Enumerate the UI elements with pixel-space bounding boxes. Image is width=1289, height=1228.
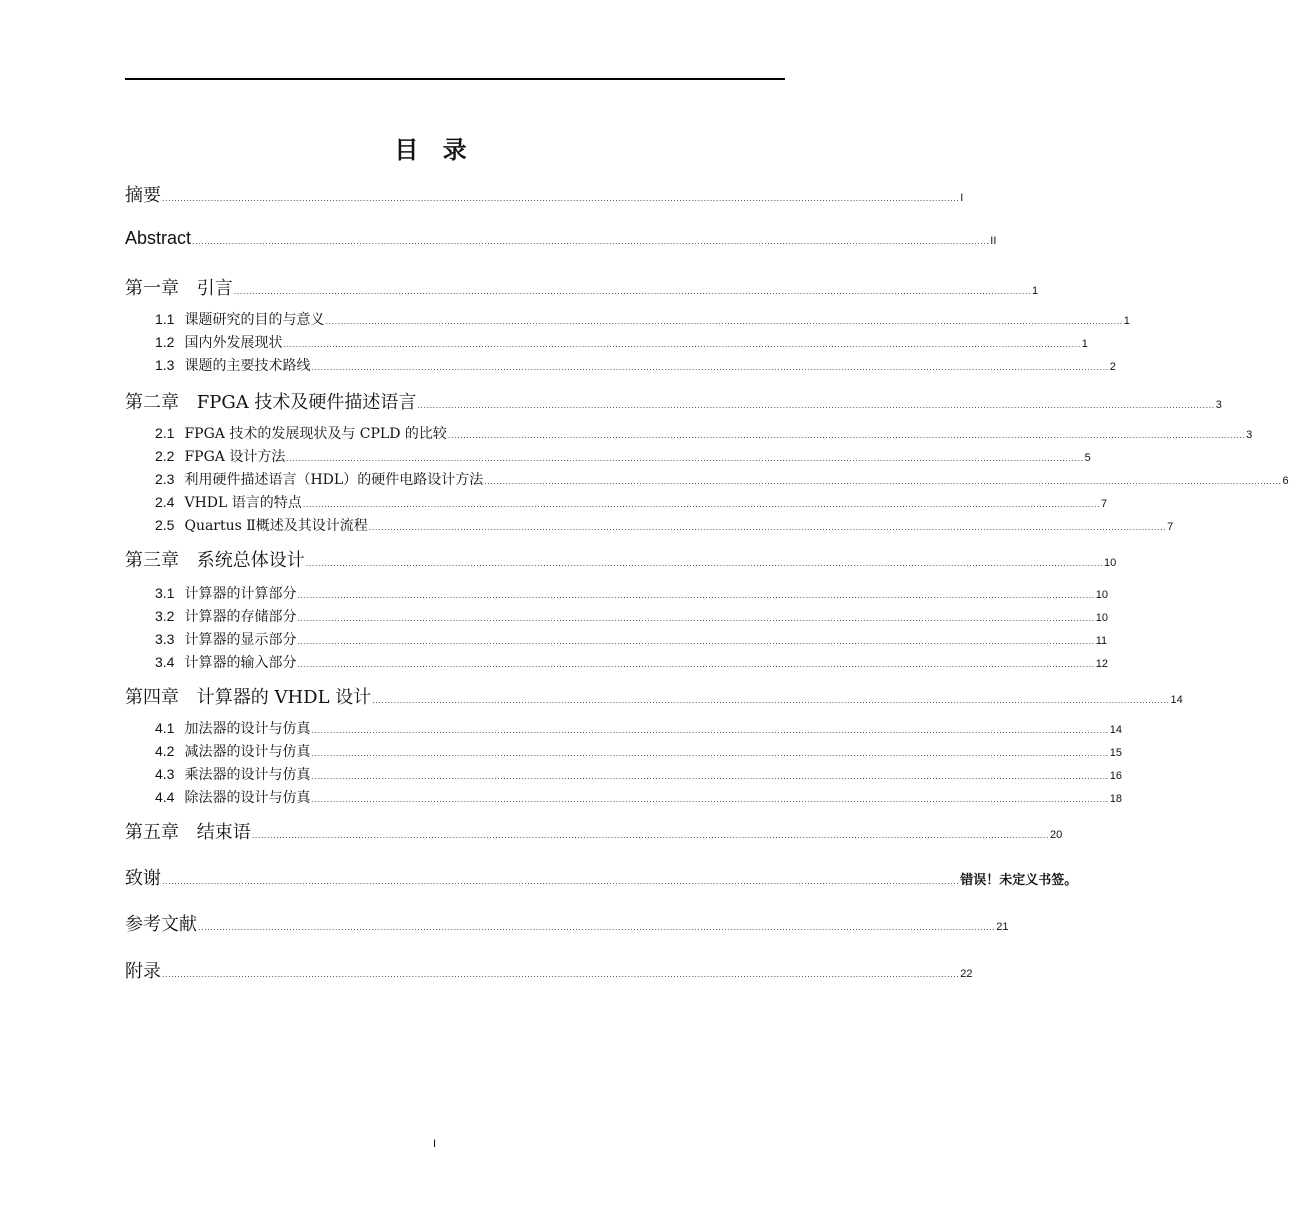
toc-entry-page: 1 <box>1123 315 1130 327</box>
toc-entry-abstract-en[interactable] <box>125 228 997 249</box>
toc-entry-section-1-2[interactable] <box>155 332 1088 352</box>
toc-entry-references[interactable] <box>125 910 1009 936</box>
toc-entry-label <box>125 274 233 300</box>
toc-entry-page: 15 <box>1109 747 1122 759</box>
toc-entry-number: 4.2 <box>155 743 175 759</box>
toc-entry-number: 2.1 <box>155 425 175 441</box>
toc-entry-number: 4.4 <box>155 789 175 805</box>
toc-entry-title: 结束语 <box>196 822 251 843</box>
toc-entry-page: 14 <box>1170 694 1183 706</box>
toc-entry-label: 参考文献 <box>125 914 197 935</box>
toc-entry-page: 3 <box>1246 429 1253 441</box>
toc-entry-page: 11 <box>1095 635 1108 647</box>
page-number: I <box>432 1138 437 1150</box>
toc-entry-appendix[interactable] <box>125 957 973 983</box>
toc-entry-page: 1 <box>1081 338 1088 350</box>
toc-entry-title: 计算器的显示部分 <box>184 632 297 648</box>
toc-leader: ...................................................................................................................................................................................................................................................................... <box>198 923 996 932</box>
toc-entry-page: 7 <box>1101 498 1108 510</box>
toc-leader: ...................................................................................................................................................................................................................................................................... <box>162 970 960 979</box>
toc-entry-page: 10 <box>1104 557 1117 569</box>
toc-leader: ...................................................................................................................................................................................................................................................................... <box>368 523 1167 532</box>
toc-entry-title: 国内外发展现状 <box>184 335 283 351</box>
toc-entry-number: 1.3 <box>155 357 175 373</box>
toc-entry-title: Quartus Ⅱ概述及其设计流程 <box>184 518 368 534</box>
toc-entry-section-2-3[interactable] <box>155 469 1289 489</box>
toc-entry-page-error: 错误！未定义书签。 <box>960 873 1078 888</box>
toc-entry-number: 第三章 <box>125 550 179 571</box>
toc-entry-number: 3.4 <box>155 654 175 670</box>
toc-entry-number: 4.1 <box>155 720 175 736</box>
toc-entry-section-3-4[interactable] <box>155 652 1108 672</box>
toc-leader: ...................................................................................................................................................................................................................................................................... <box>302 500 1101 509</box>
toc-entry-title: 系统总体设计 <box>196 550 305 571</box>
toc-entry-number: 第二章 <box>125 392 179 413</box>
toc-entry-page: 1 <box>1032 285 1039 297</box>
toc-entry-title: 除法器的设计与仿真 <box>184 790 311 806</box>
toc-entry-number: 2.2 <box>155 448 175 464</box>
toc-entry-title: 计算器的输入部分 <box>184 655 297 671</box>
toc-entry-number: 3.2 <box>155 608 175 624</box>
toc-leader: ...................................................................................................................................................................................................................................................................... <box>311 363 1109 372</box>
toc-entry-section-2-1[interactable] <box>155 423 1253 443</box>
toc-entry-chapter-1[interactable] <box>125 274 1039 300</box>
toc-entry-chapter-3[interactable] <box>125 546 1117 572</box>
toc-entry-section-1-1[interactable] <box>155 309 1130 329</box>
toc-entry-chapter-5[interactable] <box>125 818 1063 844</box>
toc-entry-title: 乘法器的设计与仿真 <box>184 767 311 783</box>
toc-entry-title: 计算器的 VHDL 设计 <box>196 687 372 708</box>
toc-entry-page: 12 <box>1095 658 1108 670</box>
toc-entry-title: FPGA 设计方法 <box>184 449 286 465</box>
toc-entry-number: 2.3 <box>155 471 175 487</box>
toc-leader: ...................................................................................................................................................................................................................................................................... <box>286 454 1084 463</box>
toc-entry-page: 2 <box>1109 361 1116 373</box>
toc-entry-section-4-4[interactable] <box>155 787 1122 807</box>
toc-entry-page: 6 <box>1282 475 1289 487</box>
toc-entry-section-1-3[interactable] <box>155 355 1116 375</box>
toc-entry-number: 第五章 <box>125 822 179 843</box>
toc-leader: ...................................................................................................................................................................................................................................................................... <box>484 477 1282 486</box>
toc-entry-number: 1.1 <box>155 311 175 327</box>
toc-entry-page: 10 <box>1095 589 1108 601</box>
toc-entry-label: 附录 <box>125 961 161 982</box>
toc-entry-label: 摘要 <box>125 185 161 206</box>
toc-leader: ...................................................................................................................................................................................................................................................................... <box>192 237 990 246</box>
toc-entry-title: 利用硬件描述语言（HDL）的硬件电路设计方法 <box>184 472 484 488</box>
toc-entry-title: 课题的主要技术路线 <box>184 358 311 374</box>
toc-leader: ...................................................................................................................................................................................................................................................................... <box>233 287 1031 296</box>
toc-leader: ...................................................................................................................................................................................................................................................................... <box>297 591 1095 600</box>
toc-leader: ...................................................................................................................................................................................................................................................................... <box>311 726 1109 735</box>
toc-title: 目 录 <box>394 136 475 164</box>
toc-leader: ...................................................................................................................................................................................................................................................................... <box>162 194 960 203</box>
toc-entry-number: 3.3 <box>155 631 175 647</box>
toc-leader: ...................................................................................................................................................................................................................................................................... <box>311 749 1109 758</box>
toc-entry-number: 2.4 <box>155 494 175 510</box>
toc-entry-title: 加法器的设计与仿真 <box>184 721 311 737</box>
toc-entry-title: 引言 <box>196 278 233 299</box>
toc-leader: ...................................................................................................................................................................................................................................................................... <box>305 559 1103 568</box>
toc-entry-label: Abstract <box>125 228 192 248</box>
toc-entry-chapter-2[interactable] <box>125 388 1222 414</box>
toc-entry-page: 5 <box>1084 452 1091 464</box>
toc-entry-title: 计算器的计算部分 <box>184 586 297 602</box>
toc-entry-page: I <box>960 192 964 204</box>
toc-entry-section-3-3[interactable] <box>155 629 1108 649</box>
toc-entry-number: 3.1 <box>155 585 175 601</box>
toc-entry-title: VHDL 语言的特点 <box>184 495 302 511</box>
toc-leader: ...................................................................................................................................................................................................................................................................... <box>417 401 1215 410</box>
toc-entry-page: 21 <box>996 921 1009 933</box>
toc-entry-page: 10 <box>1095 612 1108 624</box>
toc-entry-section-4-1[interactable] <box>155 718 1122 738</box>
toc-entry-section-4-2[interactable] <box>155 741 1122 761</box>
toc-entry-page: 3 <box>1215 399 1222 411</box>
toc-entry-page: 22 <box>960 968 973 980</box>
toc-entry-section-2-4[interactable] <box>155 492 1108 512</box>
toc-leader: ...................................................................................................................................................................................................................................................................... <box>297 660 1095 669</box>
toc-entry-page: 16 <box>1109 770 1122 782</box>
toc-entry-abstract-cn[interactable] <box>125 181 964 207</box>
toc-entry-section-2-2[interactable] <box>155 446 1091 466</box>
toc-entry-title: FPGA 技术的发展现状及与 CPLD 的比较 <box>184 426 447 442</box>
toc-leader: ...................................................................................................................................................................................................................................................................... <box>162 877 960 886</box>
toc-entry-page: 20 <box>1050 829 1063 841</box>
toc-leader: ...................................................................................................................................................................................................................................................................... <box>325 317 1123 326</box>
toc-entry-chapter-4[interactable] <box>125 683 1183 709</box>
toc-entry-title: 计算器的存储部分 <box>184 609 297 625</box>
toc-leader: ...................................................................................................................................................................................................................................................................... <box>311 795 1109 804</box>
toc-entry-section-2-5[interactable] <box>155 515 1174 535</box>
toc-entry-page: II <box>990 235 997 247</box>
toc-entry-section-3-2[interactable] <box>155 606 1108 626</box>
toc-entry-page: 7 <box>1167 521 1174 533</box>
toc-entry-title: 课题研究的目的与意义 <box>184 312 325 328</box>
toc-entry-number: 第一章 <box>125 278 179 299</box>
toc-entry-page: 14 <box>1109 724 1122 736</box>
toc-entry-number: 4.3 <box>155 766 175 782</box>
toc-entry-number: 第四章 <box>125 687 179 708</box>
toc-entry-number: 1.2 <box>155 334 175 350</box>
toc-entry-title: 减法器的设计与仿真 <box>184 744 311 760</box>
toc-entry-section-4-3[interactable] <box>155 764 1122 784</box>
toc-entry-label: 致谢 <box>125 868 161 889</box>
toc-entry-page: 18 <box>1109 793 1122 805</box>
toc-entry-thanks[interactable] <box>125 864 1078 890</box>
toc-leader: ...................................................................................................................................................................................................................................................................... <box>447 431 1246 440</box>
toc-entry-section-3-1[interactable] <box>155 583 1108 603</box>
toc-leader: ...................................................................................................................................................................................................................................................................... <box>283 340 1081 349</box>
toc-entry-number: 2.5 <box>155 517 175 533</box>
toc-leader: ...................................................................................................................................................................................................................................................................... <box>251 831 1049 840</box>
toc-leader: ...................................................................................................................................................................................................................................................................... <box>297 614 1095 623</box>
toc-leader: ...................................................................................................................................................................................................................................................................... <box>297 637 1095 646</box>
toc-leader: ...................................................................................................................................................................................................................................................................... <box>372 696 1170 705</box>
toc-leader: ...................................................................................................................................................................................................................................................................... <box>311 772 1109 781</box>
toc-entry-title: FPGA 技术及硬件描述语言 <box>196 392 417 413</box>
